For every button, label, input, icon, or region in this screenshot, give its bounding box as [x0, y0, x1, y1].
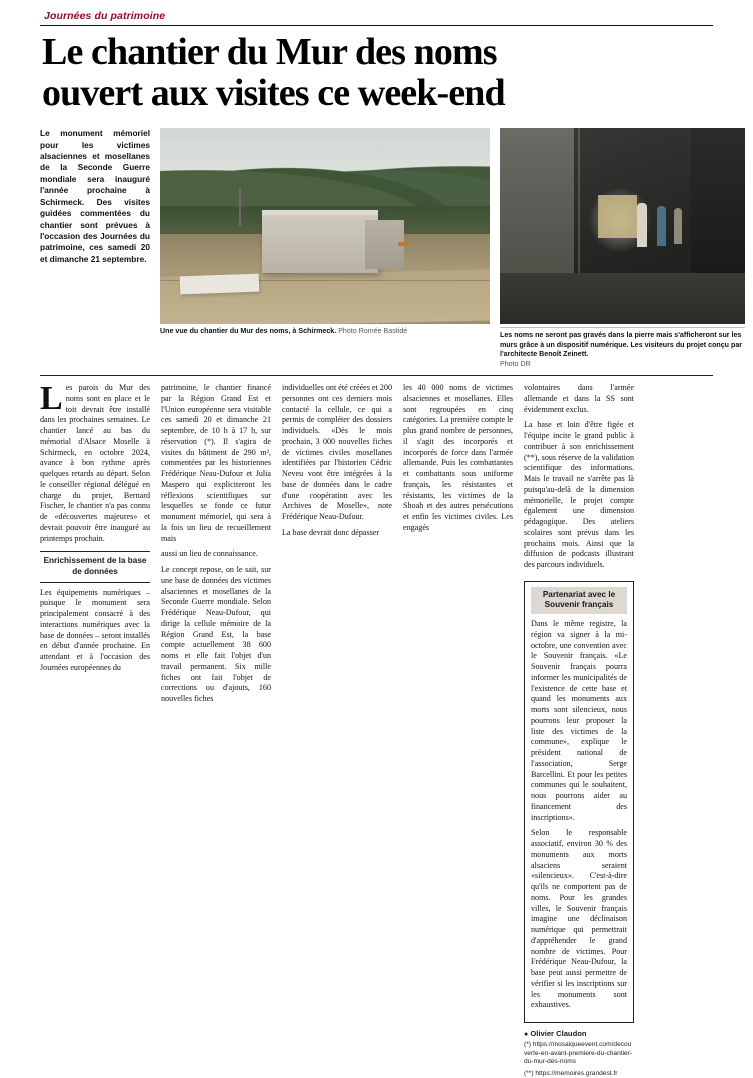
name-display-panel — [598, 195, 637, 238]
article-body — [40, 380, 713, 1078]
excavator — [398, 242, 408, 246]
photo-memorial-interior — [500, 128, 745, 324]
paragraph: aussi un lieu de connaissance. — [161, 549, 258, 559]
photo-block-main — [160, 128, 490, 337]
caption-side — [500, 331, 745, 369]
visitor-figure — [657, 206, 666, 246]
column-4 — [403, 383, 513, 539]
paragraph: Dans le même registre, la région va signer à la mi-octobre, une convention avec le Souvenir français. «Le Souvenir français pourra informer les municipalités de l'existence de cette base et quand les monuments aux morts sont silencieux, nous pourrons leur proposer la liste des victimes de la commune», explique le président national de l'association, Serge Barcellini. Et pour les petites communes qui le souhaitent, nous pourrons aider au financement des inscriptions». — [531, 619, 627, 822]
paragraph: La base et loin d'être figée et l'équipe incite le grand public à contribuer à son enrichissement (**), sous réserve de la validation scientifique des informations. Mais le travail ne s'arrête pas là puisqu'au-delà de la dimension mémorielle, le projet compte également une dimension pédagogique. Des ateliers scolaires sont prévus dans les prochains mois. Ainsi que la diffusion de podcasts illustrant des parcours individuels. — [524, 420, 634, 570]
caption-main — [160, 327, 490, 337]
site-container — [180, 274, 260, 294]
headline-line-1: Le chantier du Mur des noms — [42, 31, 497, 73]
divider-top — [40, 25, 713, 26]
caption-text: Une vue du chantier du Mur des noms, à Schirmeck. — [160, 327, 337, 336]
paragraph: Les équipements numériques – puisque le monument sera principalement consacré à des interactions numériques avec la base de données – seront installés en début d'année prochaine. En attendant et à l'occasion des Journées européennes du — [40, 587, 150, 672]
photo-construction-site — [160, 128, 490, 324]
paragraph: les 40 000 noms de victimes alsaciennes et mosellanes. Elles sont regroupées en cinq catégories. La première compte le plus grand nombre de personnes, il s'agit des incorporés et incorporés de force dans l'armée allemande. Puis les combattantes et combattants sous uniforme français, les résistantes et résistants, les victimes de la Shoah et des autres persécutions et enfin les victimes civiles. Les engagés — [403, 383, 513, 532]
crane-mast — [239, 187, 241, 226]
footnote-link[interactable]: (*) https://mosaiqueevent.com/decouverte-en-avant-premiere-du-chantier-du-mur-des-noms — [524, 1041, 633, 1066]
visitor-figure — [637, 203, 647, 247]
top-area — [40, 128, 743, 369]
concrete-building — [262, 214, 378, 273]
headline-line-2: ouvert aux visites ce week-end — [42, 72, 505, 115]
visitor-figure — [674, 208, 682, 244]
divider-middle — [40, 375, 713, 376]
standfirst: Le monument mémoriel pour les victimes alsaciennes et mosellanes de la Seconde Guerre mondiale sera inauguré l'année prochaine à Schirmeck. Des visites guidées commentées du chantier sont prévues à l'occasion des Journées du patrimoine, ces samedi 20 et dimanche 21 septembre. — [40, 128, 150, 264]
section-subhead: Enrichissement de la base de données — [40, 551, 150, 582]
paragraph: volontaires dans l'armée allemande et dans la SS sont évidemment exclus. — [524, 383, 634, 414]
caption-credit: Photo DR — [500, 359, 531, 368]
sidebar-box — [524, 581, 634, 1023]
floor — [500, 273, 745, 324]
column-5 — [524, 383, 634, 1078]
paragraph: La base devrait donc dépasser — [282, 527, 380, 537]
sidebar-box-title: Partenariat avec le Souvenir français — [531, 587, 627, 614]
byline — [524, 1029, 634, 1038]
column-1 — [40, 380, 150, 679]
kicker: Journées du patrimoine — [44, 10, 166, 22]
paragraph: Selon le responsable associatif, environ 30 % des monuments aux morts alsaciens seraient «silencieux». C'est-à-dire qu'ils ne comportent pas de noms. Pour les grandes villes, le Souvenir français imagine une déclinaison numérique qui permettrait d'appréhender le grand nombre de victimes. Pour Frédérique Neau-Dufour, la base peut aussi permettre de vérifier si les inscriptions sur les monuments sont exhaustives. — [531, 828, 627, 1010]
bullet-icon: ● — [524, 1031, 529, 1039]
photo-block-side — [500, 128, 745, 369]
caption-credit: Photo Romée Bastidé — [338, 327, 408, 336]
paragraph: Le concept repose, on le sait, sur une base de données des victimes alsaciennes et mosellanes de la Seconde Guerre mondiale. Selon Frédérique Neau-Dufour, qui dirige la cellule mémoire de la Région Grand Est, la base compte actuellement 38 600 noms et elle fait l'objet d'un travail permanent. Six mille fiches ont fait l'objet de corrections ou d'ajouts, 160 nouvelles fiches — [161, 565, 271, 704]
caption-text: Les noms ne seront pas gravés dans la pierre mais s'afficheront sur les murs grâce à un dispositif numérique. Les visiteurs du projet conçu par l'architecte Benoît Zeinett. — [500, 331, 743, 359]
footnote-link[interactable]: (**) https://memoires.grandest.fr — [524, 1069, 618, 1077]
column-2 — [161, 383, 271, 710]
column-3 — [282, 383, 392, 544]
page-title — [42, 32, 713, 114]
paragraph: patrimoine, le chantier financé par la Région Grand Est et l'Union européenne sera visitable ces samedi 20 et dimanche 21 septembre, de 10 h à 17 h, sur réservation (*). Il s'agira de visites du bâtiment de 290 m², commentées par les historiennes Frédérique Neau-Dufour et Julia Maspero qui expliciteront les réflexions scientifiques sur lesquelles se fonde ce futur monument mémoriel, qui sera à la fois un lieu de recueillement mais — [161, 383, 271, 543]
caption-separator — [500, 327, 745, 328]
byline-name: Olivier Claudon — [530, 1029, 587, 1039]
paragraph: Les parois du Mur des noms sont en place et le toit devrait être installé dans les prochaines semaines. Le chantier lancé au bas du mémorial d'Alsace Moselle à Schirmeck, en octobre 2024, avance à bon rythme après quelques retards au départ. Selon le conseiller régional délégué en charge du projet, Bernard Fischer, le chantier n'a pas connu de «découvertes majeures» et devrait pouvoir être inauguré au printemps prochain. — [40, 380, 150, 543]
paragraph: individuelles ont été créées et 200 personnes ont ces derniers mois contacté la cellule, ce qui a permis de compléter des dossiers individuels. «Dès le mois prochain, 3 000 nouvelles fiches de victimes civiles mosellanes identifiées par l'historien Cédric Neveu vont être intégrées à la base de données dans le cadre d'une coopération avec les Archives de Moselle», note Frédérique Neau-Dufour. — [282, 383, 392, 522]
standfirst-column — [40, 128, 150, 265]
